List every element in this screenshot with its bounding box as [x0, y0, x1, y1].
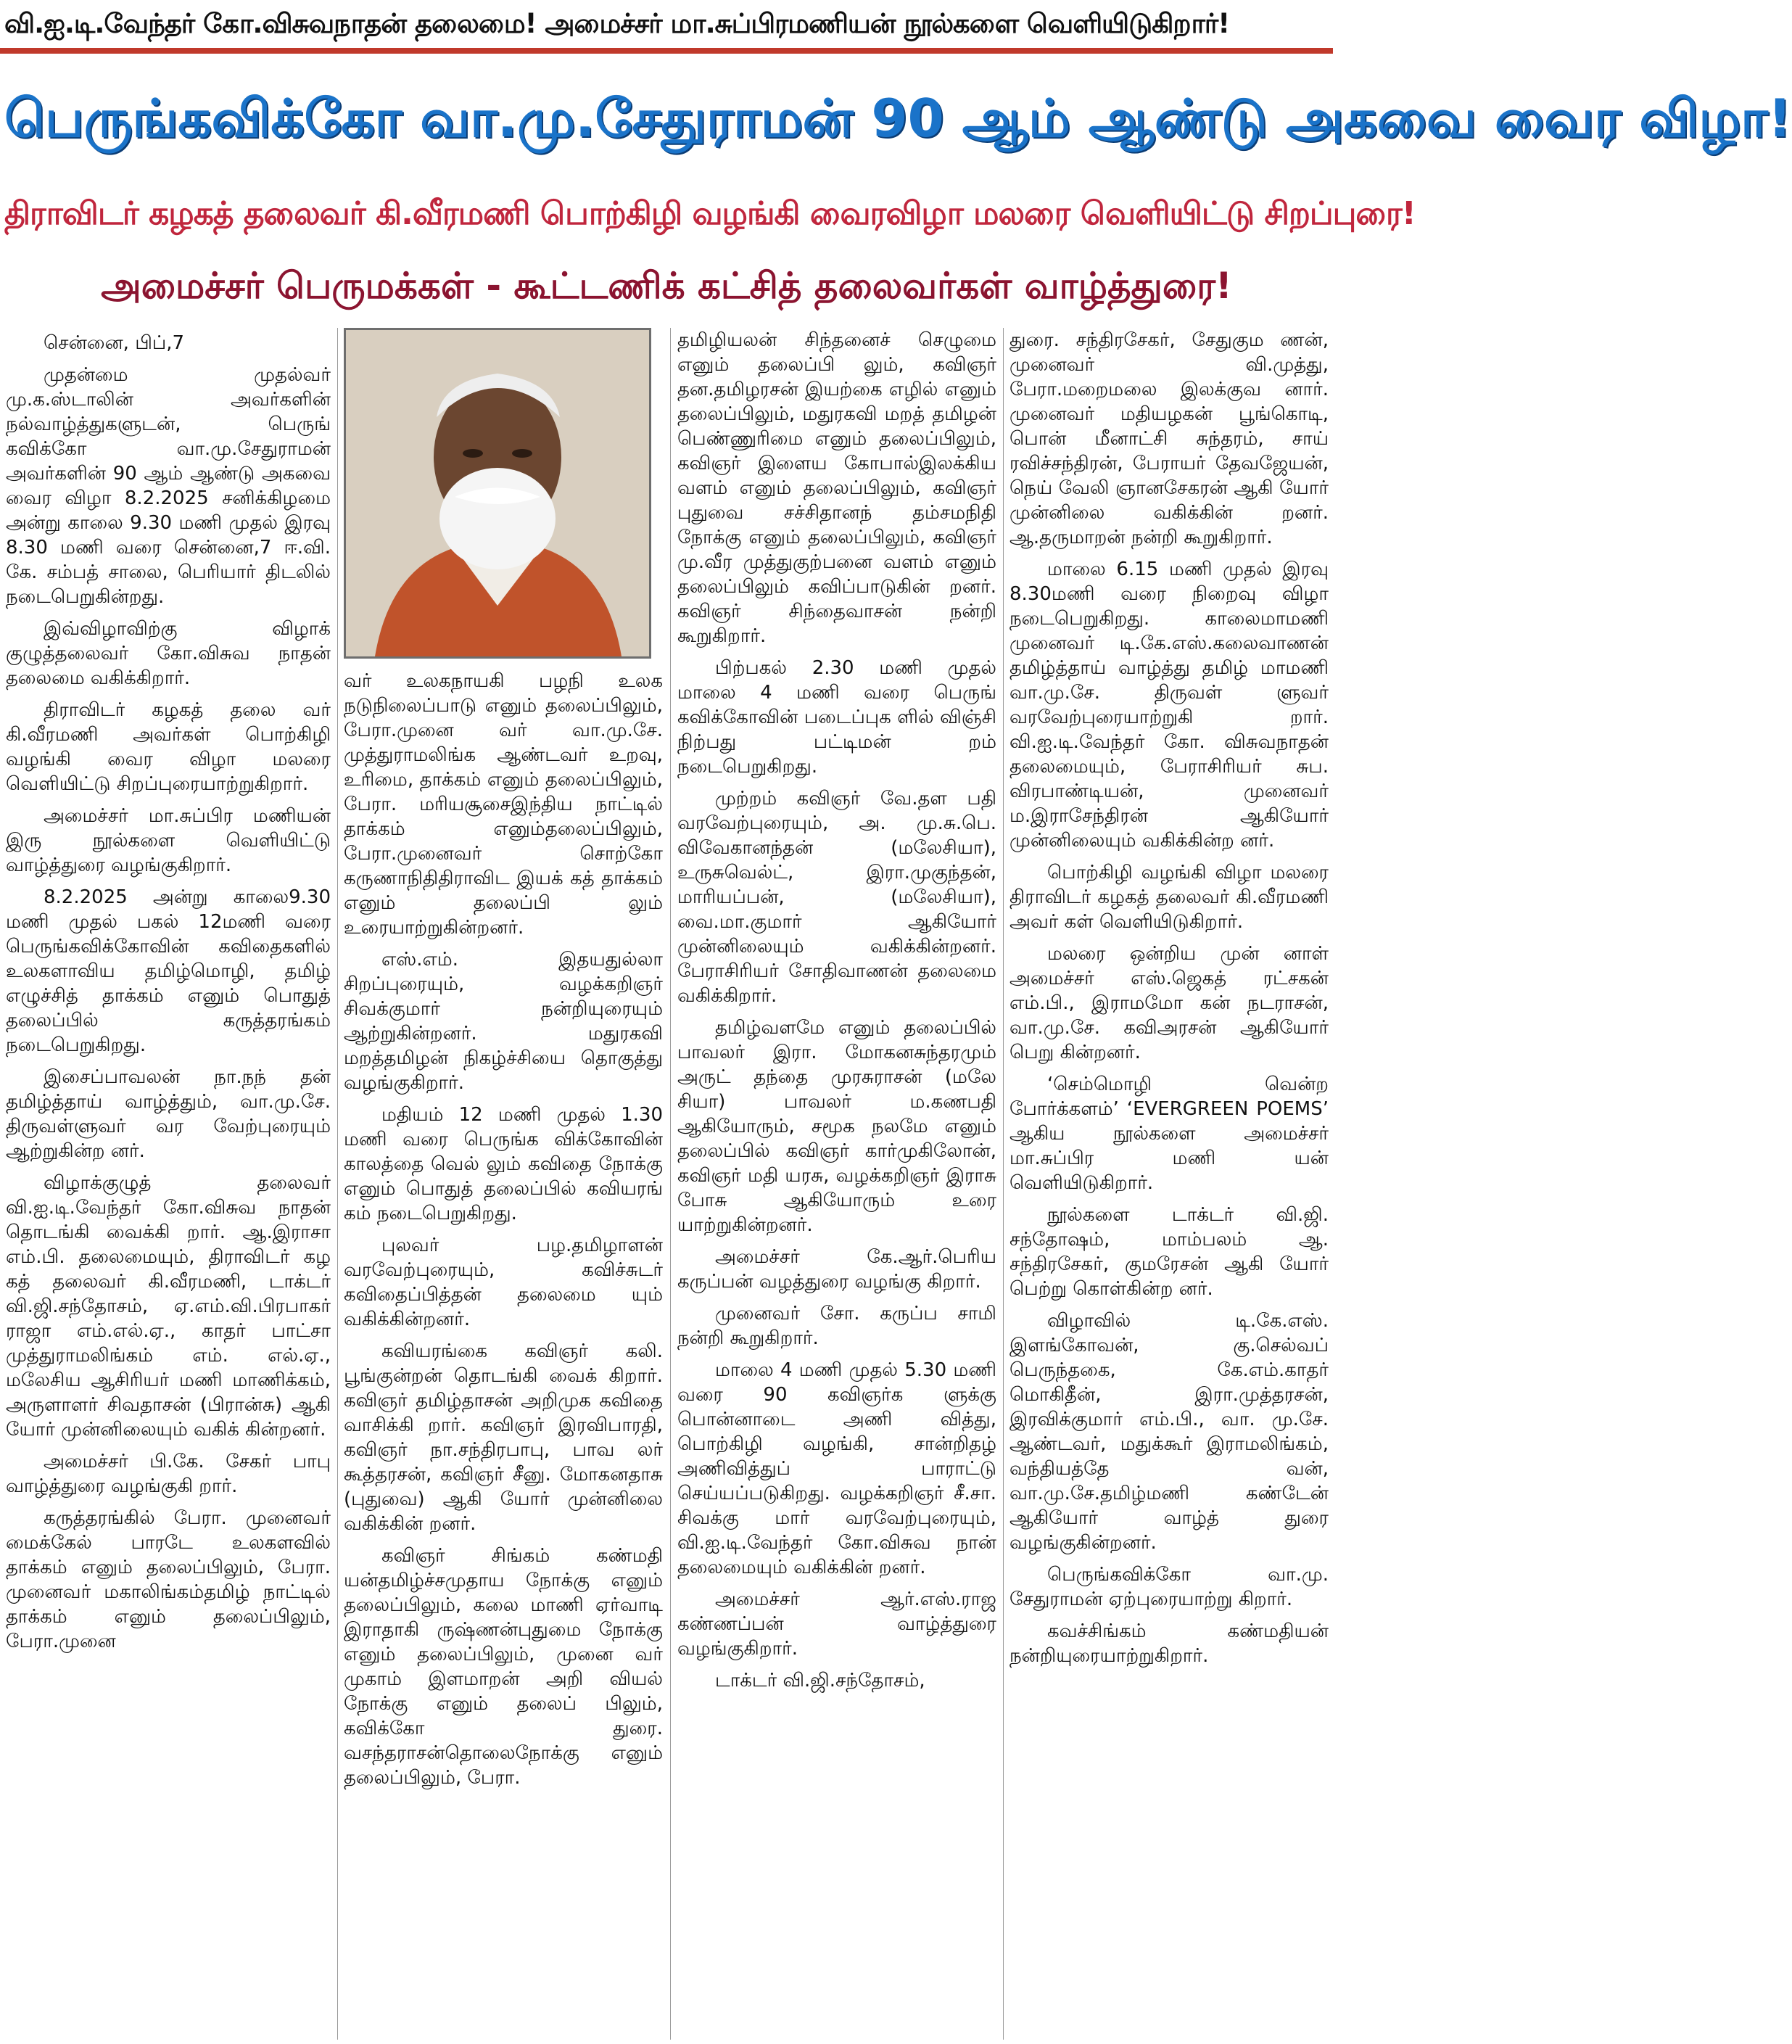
- paragraph: கருத்தரங்கில் பேரா. முனைவர் மைக்கேல் பாரடே உலகளவில் தாக்கம் எனும் தலைப்பிலும், பேரா. முனைவர் மகாலிங்கம்தமிழ் நாட்டில் தாக்கம் எனும் தலைப்பிலும், பேரா.முனை: [6, 1507, 331, 1652]
- paragraph: டாக்டர் வி.ஜி.சந்தோசம்,: [715, 1670, 925, 1691]
- paragraph: இசைப்பாவலன் நா.நந் தன் தமிழ்த்தாய் வாழ்த்தும், வா.மு.சே. திருவள்ளுவர் வர வேற்புரையும் ஆற்றுகின்ற னர்.: [6, 1066, 331, 1162]
- subheadline-primary: திராவிடர் கழகத் தலைவர் கி.வீரமணி பொற்கிழி வழங்கி வைரவிழா மலரை வெளியிட்டு சிறப்புரை!: [4, 195, 1416, 232]
- paragraph: முனைவர் சோ. கருப்ப சாமி நன்றி கூறுகிறார்.: [677, 1303, 996, 1349]
- paragraph: பிற்பகல் 2.30 மணி முதல் மாலை 4 மணி வரை பெருங் கவிக்கோவின் படைப்புக ளில் விஞ்சி நிற்பது பட்டிமன் றம் நடைபெறுகிறது.: [677, 657, 996, 778]
- paragraph: கவியரங்கை கவிஞர் கலி. பூங்குன்றன் தொடங்கி வைக் கிறார். கவிஞர் தமிழ்தாசன் அறிமுக கவிதை வாசிக்கி றார். கவிஞர் இரவிபாரதி, கவிஞர் நா.சந்திரபாபு, பாவ லர் கூத்தரசன், கவிஞர் சீனு. மோகனதாசு (புதுவை) ஆகி யோர் முன்னிலை வகிக்கின் றனர்.: [344, 1340, 663, 1535]
- portrait-photo: [344, 328, 651, 659]
- paragraph: மாலை 6.15 மணி முதல் இரவு 8.30மணி வரை நிறைவு விழா நடைபெறுகிறது. காலைமாமணி முனைவர் டி.கே.எஸ்.கலைவாணன் தமிழ்த்தாய் வாழ்த்து தமிழ் மாமணி வா.மு.சே. திருவள் ளுவர் வரவேற்புரையாற்றுகி றார். வி.ஐ.டி.வேந்தர் கோ. விசுவநாதன் தலைமையும், பேராசிரியர் சுப. விரபாண்டியன், முனைவர் ம.இராசேந்திரன் ஆகியோர் முன்னிலையும் வகிக்கின்ற னர்.: [1009, 559, 1329, 852]
- column-separator: [337, 328, 338, 2040]
- paragraph: மாலை 4 மணி முதல் 5.30 மணி வரை 90 கவிஞர்க ளுக்கு பொன்னாடை அணி வித்து, பொற்கிழி வழங்கி, சான்றிதழ் அணிவித்துப் பாராட்டு செய்யப்படுகிறது. வழக்கறிஞர் சீ.சா. சிவக்கு மார் வரவேற்புரையும், வி.ஐ.டி.வேந்தர் கோ.விசுவ நான் தலைமையும் வகிக்கின் றனர்.: [677, 1359, 996, 1578]
- paragraph: அமைச்சர் பி.கே. சேகர் பாபு வாழ்த்துரை வழங்குகி றார்.: [6, 1451, 331, 1497]
- column-separator: [1003, 328, 1004, 2040]
- article-column-3: [677, 328, 996, 2040]
- paragraph: முற்றம் கவிஞர் வே.தள பதி வரவேற்புரையும், அ. மு.சு.பெ. விவேகானந்தன் (மலேசியா), உருசுவெல்ட், இரா.முகுந்தன், மாரியப்பன், (மலேசியா), வை.மா.குமார் ஆகியோர் முன்னிலையும் வகிக்கின்றனர். பேராசிரியர் சோதிவாணன் தலைமை வகிக்கிறார்.: [677, 788, 996, 1007]
- paragraph: கவச்சிங்கம் கண்மதியன் நன்றியுரையாற்றுகிறார்.: [1009, 1620, 1329, 1667]
- paragraph: எஸ்.எம். இதயதுல்லா சிறப்புரையும், வழக்கறிஞர் சிவக்குமார் நன்றியுரையும் ஆற்றுகின்றனர். மதுரகவி மறத்தமிழன் நிகழ்ச்சியை தொகுத்து வழங்குகிறார்.: [344, 949, 663, 1094]
- paragraph: திராவிடர் கழகத் தலை வர் கி.வீரமணி அவர்கள் பொற்கிழி வழங்கி வைர விழா மலரை வெளியிட்டு சிறப்புரையாற்றுகிறார்.: [6, 699, 331, 795]
- main-headline: பெருங்கவிக்கோ வா.மு.சேதுராமன் 90 ஆம் ஆண்டு அகவை வைர விழா!: [4, 88, 1792, 149]
- paragraph: இவ்விழாவிற்கு விழாக் குழுத்தலைவர் கோ.விசுவ நாதன் தலைமை வகிக்கிறார்.: [6, 618, 331, 689]
- paragraph: ‘செம்மொழி வென்ற போர்க்களம்’ ‘EVERGREEN POEMS’ ஆகிய நூல்களை அமைச்சர் மா.சுப்பிர மணி யன் வெளியிடுகிறார்.: [1009, 1073, 1329, 1194]
- article-column-2: [344, 669, 663, 2040]
- paragraph: அமைச்சர் மா.சுப்பிர மணியன் இரு நூல்களை வெளியிட்டு வாழ்த்துரை வழங்குகிறார்.: [6, 805, 331, 876]
- paragraph: புலவர் பழ.தமிழாளன் வரவேற்புரையும், கவிச்சுடர் கவிதைப்பித்தன் தலைமை யும் வகிக்கின்றனர்.: [344, 1235, 663, 1330]
- paragraph: மதியம் 12 மணி முதல் 1.30 மணி வரை பெருங்க விக்கோவின் காலத்தை வெல் லும் கவிதை நோக்கு எனும் பொதுத் தலைப்பில் கவியரங் கம் நடைபெறுகிறது.: [344, 1104, 663, 1224]
- paragraph: துரை. சந்திரசேகர், சேதுகும ணன், முனைவர் வி.முத்து, பேரா.மறைமலை இலக்குவ னார். முனைவர் மதியழகன் பூங்கொடி, பொன் மீனாட்சி சுந்தரம், சாய் ரவிச்சந்திரன், பேராயர் தேவஜேயன், நெய் வேலி ஞானசேகரன் ஆகி யோர் முன்னிலை வகிக்கின் றனர். ஆ.தருமாறன் நன்றி கூறுகிறார்.: [1009, 329, 1329, 548]
- paragraph: விழாக்குழுத் தலைவர் வி.ஐ.டி.வேந்தர் கோ.விசுவ நாதன் தொடங்கி வைக்கி றார். ஆ.இராசா எம்.பி. தலைமையும், திராவிடர் கழ கத் தலைவர் கி.வீரமணி, டாக்டர் வி.ஜி.சந்தோசம், ஏ.எம்.வி.பிரபாகர் ராஜா எம்.எல்.ஏ., காதர் பாட்சா முத்துராமலிங்கம் எம். எல்.ஏ., மலேசிய ஆசிரியர் மணி மாணிக்கம், அருளாளர் சிவதாசன் (பிரான்சு) ஆகி யோர் முன்னிலையும் வகிக் கின்றனர்.: [6, 1172, 331, 1441]
- paragraph: பெருங்கவிக்கோ வா.மு. சேதுராமன் ஏற்புரையாற்று கிறார்.: [1009, 1564, 1329, 1610]
- paragraph: கவிஞர் சிங்கம் கண்மதி யன்தமிழ்ச்சமுதாய நோக்கு எனும் தலைப்பிலும், கலை மாணி ஏர்வாடி இராதாகி ருஷ்ணன்புதுமை நோக்கு எனும் தலைப்பிலும், முனை வர் முகாம் இளமாறன் அறி வியல் நோக்கு எனும் தலைப் பிலும், கவிக்கோ துரை. வசந்தராசன்தொலைநோக்கு எனும் தலைப்பிலும், பேரா.: [344, 1545, 663, 1789]
- portrait-illustration: [346, 330, 649, 656]
- paragraph: அமைச்சர் கே.ஆர்.பெரிய கருப்பன் வழத்துரை வழங்கு கிறார்.: [677, 1246, 996, 1293]
- paragraph: விழாவில் டி.கே.எஸ். இளங்கோவன், கு.செல்வப் பெருந்தகை, கே.எம்.காதர் மொகிதீன், இரா.முத்தரசன், இரவிக்குமார் எம்.பி., வா. மு.சே. ஆண்டவர், மதுக்கூர் இராமலிங்கம், வந்தியத்தே வன், வா.மு.சே.தமிழ்மணி கண்டேன் ஆகியோர் வாழ்த் துரை வழங்குகின்றனர்.: [1009, 1310, 1329, 1554]
- paragraph: தமிழியலன் சிந்தனைச் செழுமை எனும் தலைப்பி லும், கவிஞர் தன.தமிழரசன் இயற்கை எழில் எனும் தலைப்பிலும், மதுரகவி மறத் தமிழன் பெண்ணுரிமை எனும் தலைப்பிலும், கவிஞர் இளைய கோபால்இலக்கிய வளம் எனும் தலைப்பிலும், கவிஞர் புதுவை சச்சிதானந் தம்சமநிதி நோக்கு எனும் தலைப்பிலும், கவிஞர் மு.வீர முத்துகுற்பனை வளம் எனும் தலைப்பிலும் கவிப்பாடுகின் றனர். கவிஞர் சிந்தைவாசன் நன்றி கூறுகிறார்.: [677, 329, 996, 647]
- paragraph: முதன்மை முதல்வர் மு.க.ஸ்டாலின் அவர்களின் நல்வாழ்த்துகளுடன், பெருங் கவிக்கோ வா.மு.சேதுராமன் அவர்களின் 90 ஆம் ஆண்டு அகவை வைர விழா 8.2.2025 சனிக்கிழமை அன்று காலை 9.30 மணி முதல் இரவு 8.30 மணி வரை சென்னை,7 ஈ.வி. கே. சம்பத் சாலை, பெரியார் திடலில் நடைபெறுகின்றது.: [6, 364, 331, 608]
- paragraph: மலரை ஒன்றிய முன் னாள் அமைச்சர் எஸ்.ஜெகத் ரட்சகன் எம்.பி., இராமமோ கன் நடராசன், வா.மு.சே. கவிஅரசன் ஆகியோர் பெறு கின்றனர்.: [1009, 943, 1329, 1063]
- kicker-line: வி.ஐ.டி.வேந்தர் கோ.விசுவநாதன் தலைமை! அமைச்சர் மா.சுப்பிரமணியன் நூல்களை வெளியிடுகிறார்!: [4, 8, 1230, 39]
- dateline: சென்னை, பிப்,7: [44, 332, 185, 354]
- article-column-1: [6, 331, 331, 2040]
- paragraph: தமிழ்வளமே எனும் தலைப்பில் பாவலர் இரா. மோகனசுந்தரமும் அருட் தந்தை முரசுராசன் (மலே சியா) பாவலர் ம.கணபதி ஆகியோரும், சமூக நலமே எனும் தலைப்பில் கவிஞர் கார்முகிலோன், கவிஞர் மதி யரசு, வழக்கறிஞர் இராசு போசு ஆகியோரும் உரை யாற்றுகின்றனர்.: [677, 1017, 996, 1236]
- subheadline-secondary: அமைச்சர் பெருமக்கள் - கூட்டணிக் கட்சித் தலைவர்கள் வாழ்த்துரை!: [101, 265, 1232, 307]
- paragraph: அமைச்சர் ஆர்.எஸ்.ராஜ கண்ணப்பன் வாழ்த்துரை வழங்குகிறார்.: [677, 1588, 996, 1660]
- paragraph: பொற்கிழி வழங்கி விழா மலரை திராவிடர் கழகத் தலைவர் கி.வீரமணி அவர் கள் வெளியிடுகிறார்.: [1009, 862, 1329, 933]
- paragraph: வர் உலகநாயகி பழநி உலக நடுநிலைப்பாடு எனும் தலைப்பிலும், பேரா.முனை வர் வா.மு.சே. முத்துராமலிங்க ஆண்டவர் உறவு, உரிமை, தாக்கம் எனும் தலைப்பிலும், பேரா. மரியசூசைஇந்திய நாட்டில் தாக்கம் எனும்தலைப்பிலும், பேரா.முனைவர் சொற்கோ கருணாநிதிதிராவிட இயக் கத் தாக்கம் எனும் தலைப்பி லும் உரையாற்றுகின்றனர்.: [344, 670, 663, 939]
- header-rule: [0, 48, 1333, 54]
- article-column-4: [1009, 328, 1329, 2040]
- paragraph: நூல்களை டாக்டர் வி.ஜி. சந்தோஷம், மாம்பலம் ஆ. சந்திரசேகர், குமரேசன் ஆகி யோர் பெற்று கொள்கின்ற னர்.: [1009, 1204, 1329, 1300]
- paragraph: 8.2.2025 அன்று காலை9.30 மணி முதல் பகல் 12மணி வரை பெருங்கவிக்கோவின் கவிதைகளில் உலகளாவிய தமிழ்மொழி, தமிழ் எழுச்சித் தாக்கம் எனும் பொதுத் தலைப்பில் கருத்தரங்கம் நடைபெறுகிறது.: [6, 886, 331, 1056]
- column-separator: [670, 328, 671, 2040]
